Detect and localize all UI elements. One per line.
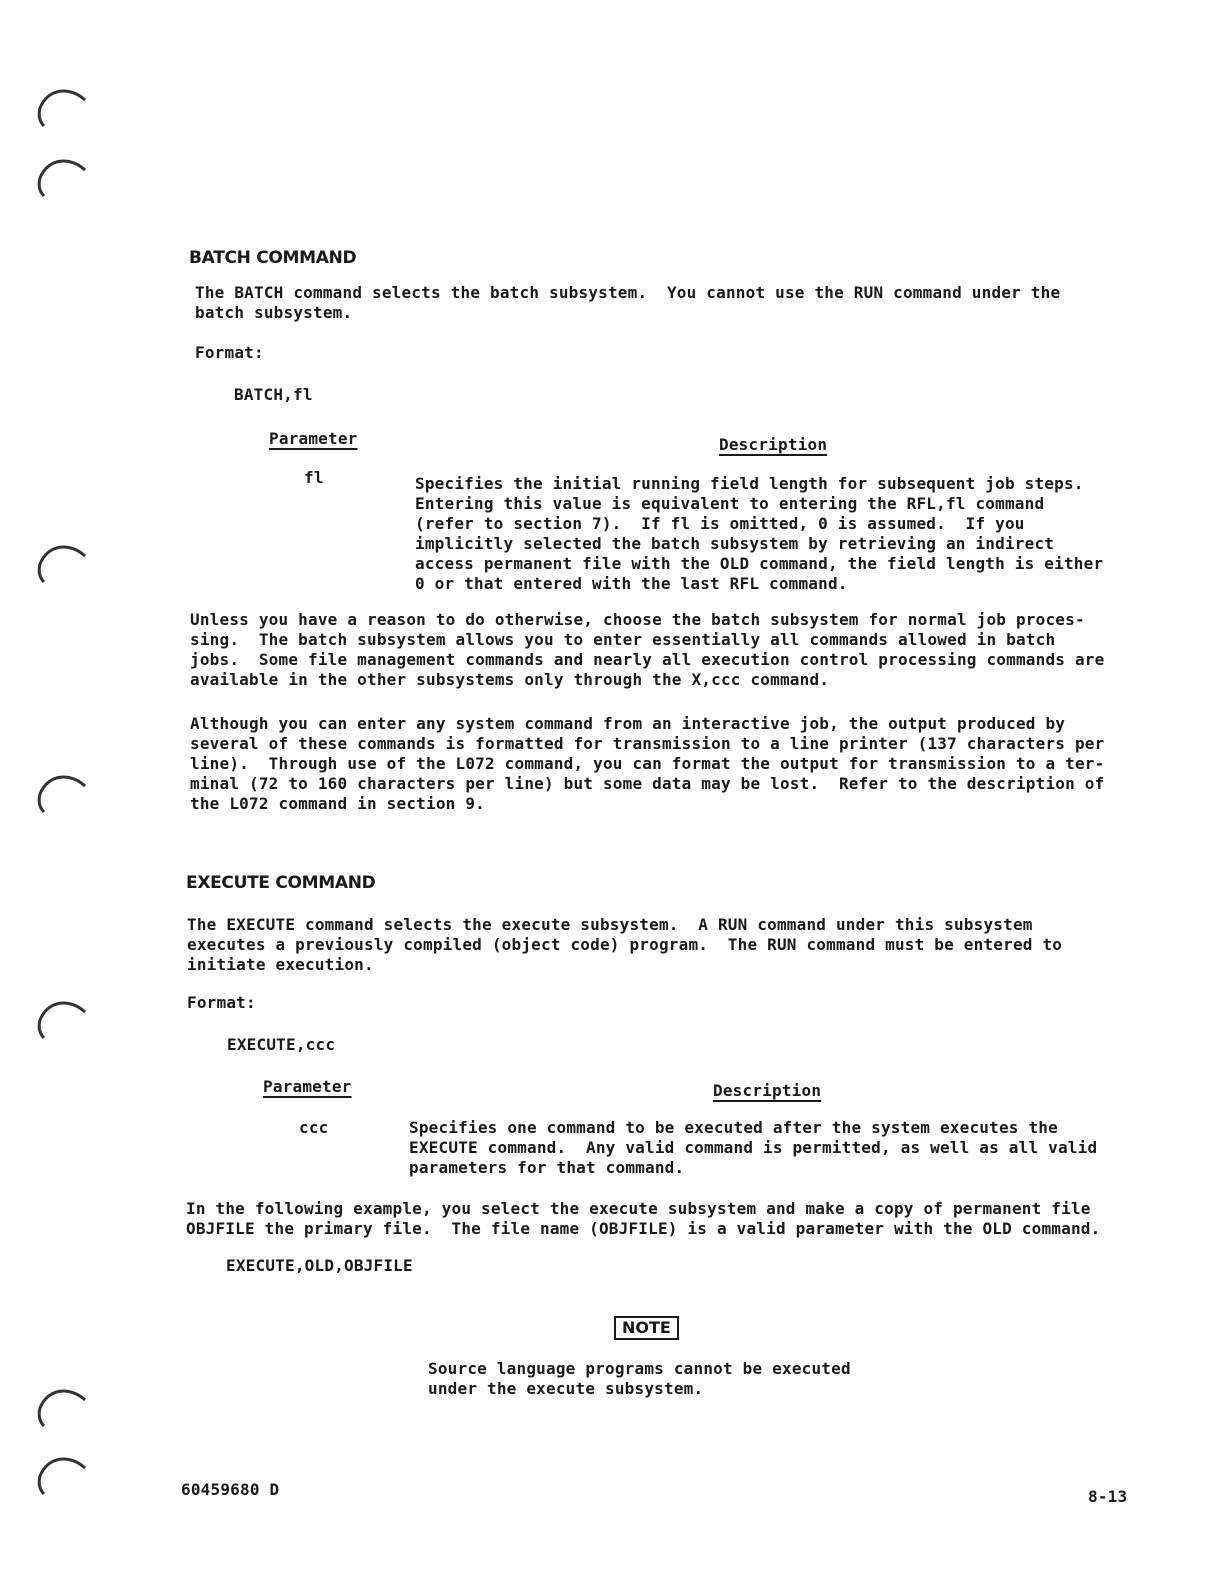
punch-hole-icon [30, 78, 90, 138]
page-number: 8-13 [1088, 1487, 1128, 1506]
note-text: Source language programs cannot be executed under the execute subsystem. [428, 1359, 851, 1398]
batch-desc-header: Description [719, 435, 828, 454]
execute-heading: EXECUTE COMMAND [186, 873, 376, 893]
batch-paragraph-2: Although you can enter any system command from an interactive job, the output produced by several of these commands is formatted for transmission to a line printer (137 characters per line). Through use of the L072 command, you can format the output for transmission to a ter- minal (72 to 160 characters per line) but some data may be lost. Refer to the description of the L072 command in section 9. [190, 714, 1105, 813]
execute-desc-header: Description [713, 1081, 822, 1100]
execute-example: EXECUTE,OLD,OBJFILE [226, 1256, 413, 1275]
note-label: NOTE [614, 1316, 679, 1340]
execute-param-desc: Specifies one command to be executed after the system executes the EXECUTE command. Any valid command is permitted, as well as all valid parameters for that command. [409, 1118, 1098, 1177]
punch-hole-icon [30, 534, 90, 594]
execute-intro: The EXECUTE command selects the execute subsystem. A RUN command under this subsystem executes a previously compiled (object code) program. The RUN command must be entered to initiate execution. [187, 915, 1063, 974]
punch-hole-icon [30, 1446, 90, 1506]
execute-format-label: Format: [187, 993, 256, 1012]
batch-heading: BATCH COMMAND [189, 248, 357, 268]
batch-param-desc: Specifies the initial running field length for subsequent job steps. Entering this value is equivalent to entering the RFL,fl command (refer to section 7). If fl is omitted, 0 is assumed. If you implicitly selected the batch subsystem by retrieving an indirect access permanent file with the OLD command, the field length is either 0 or that entered with the last RFL command. [415, 474, 1104, 593]
punch-hole-icon [30, 1378, 90, 1438]
punch-hole-icon [30, 764, 90, 824]
execute-example-text: In the following example, you select the execute subsystem and make a copy of permanent file OBJFILE the primary file. The file name (OBJFILE) is a valid parameter with the OLD command. [186, 1199, 1101, 1238]
execute-param-header: Parameter [263, 1077, 352, 1096]
punch-hole-icon [30, 148, 90, 208]
execute-format: EXECUTE,ccc [227, 1035, 336, 1054]
punch-hole-icon [30, 990, 90, 1050]
batch-paragraph-1: Unless you have a reason to do otherwise, choose the batch subsystem for normal job proces- sing. The batch subsystem allows you to enter essentially all commands allowed in batch jobs. Some file management commands and nearly all execution control processing commands are available in the other subsystems only through the X,ccc command. [190, 610, 1105, 689]
batch-format-label: Format: [195, 343, 264, 362]
batch-param-name: fl [304, 468, 324, 487]
batch-intro: The BATCH command selects the batch subsystem. You cannot use the RUN command under the batch subsystem. [195, 283, 1061, 322]
batch-format: BATCH,fl [234, 385, 313, 404]
document-number: 60459680 D [181, 1480, 280, 1499]
batch-param-header: Parameter [269, 429, 358, 448]
execute-param-name: ccc [299, 1118, 329, 1137]
